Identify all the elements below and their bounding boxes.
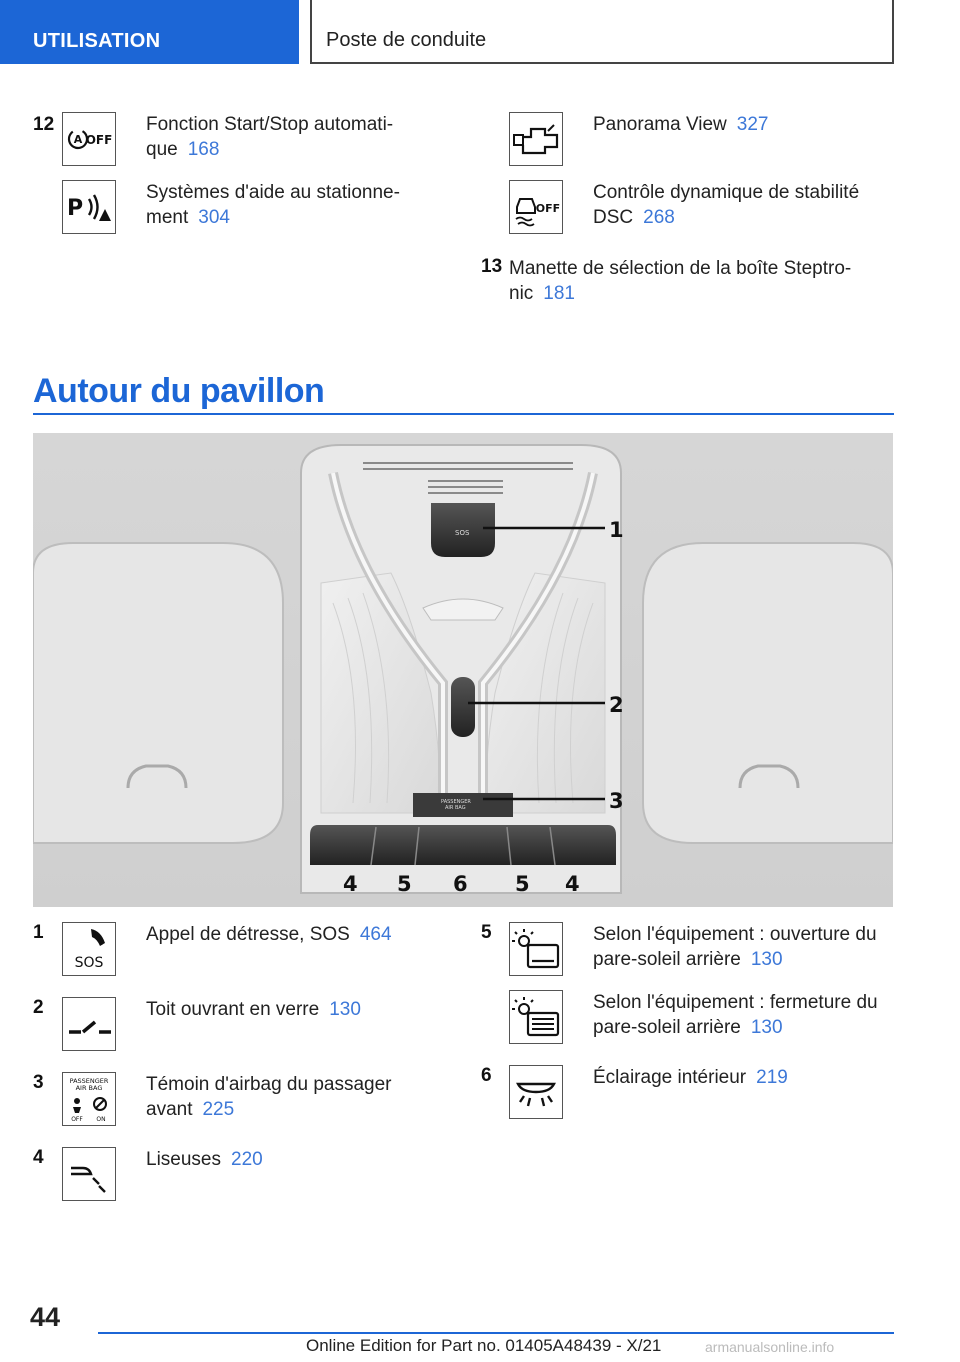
rear-sunblind-close-icon — [509, 990, 563, 1044]
panorama-view-icon — [509, 112, 563, 166]
legend-item-sunroof — [146, 997, 361, 1022]
callout-2: 2 — [609, 693, 624, 717]
page-link[interactable]: 168 — [187, 139, 220, 160]
page-link[interactable]: 181 — [543, 283, 575, 304]
svg-text:AIR BAG: AIR BAG — [75, 1084, 103, 1092]
legend-number: 2 — [33, 997, 44, 1018]
entry-text: Panorama View — [593, 114, 727, 135]
entry-text: pare-soleil arrière — [593, 1017, 741, 1038]
list-item-dsc — [593, 180, 859, 230]
entry-text: pare-soleil arrière — [593, 949, 741, 970]
reading-light-icon — [62, 1147, 116, 1201]
callout-4-left: 4 — [343, 872, 358, 896]
page-link[interactable]: 225 — [202, 1099, 235, 1120]
list-item-parking-assist — [146, 180, 400, 230]
entry-text: Toit ouvrant en verre — [146, 999, 320, 1020]
rear-sunblind-open-icon — [509, 922, 563, 976]
entry-text: Fonction Start/Stop automati- — [146, 114, 394, 135]
sunroof-switch[interactable] — [451, 677, 475, 737]
legend-item-sunblind-close — [593, 990, 878, 1040]
sos-call-icon — [62, 922, 116, 976]
item-number-13: 13 — [481, 256, 503, 277]
legend-number: 4 — [33, 1147, 44, 1168]
entry-text: que — [146, 139, 178, 160]
section-header — [310, 0, 894, 64]
callout-5-right: 5 — [515, 872, 530, 896]
entry-text: Selon l'équipement : ouverture du — [593, 924, 877, 945]
section-title: Autour du pavillon — [33, 372, 325, 410]
entry-text: DSC — [593, 207, 634, 228]
legend-item-sos — [146, 922, 392, 947]
page-link[interactable]: 219 — [756, 1067, 788, 1088]
svg-text:P: P — [67, 196, 84, 221]
callout-3: 3 — [609, 789, 624, 813]
entry-text: Manette de sélection de la boîte Steptro- — [509, 258, 852, 279]
legend-item-airbag — [146, 1072, 392, 1122]
svg-text:SOS: SOS — [74, 955, 104, 971]
entry-text: Témoin d'airbag du passager — [146, 1074, 392, 1095]
chapter-tab[interactable] — [0, 0, 299, 64]
svg-text:AIR BAG: AIR BAG — [445, 805, 466, 811]
page-link[interactable]: 268 — [643, 207, 675, 228]
svg-text:SOS: SOS — [455, 529, 470, 537]
legend-item-interior-light — [593, 1065, 788, 1090]
svg-text:ON: ON — [96, 1116, 106, 1123]
legend-item-sunblind-open — [593, 922, 877, 972]
entry-text: Liseuses — [146, 1149, 221, 1170]
callout-6: 6 — [453, 872, 468, 896]
park-distance-control-icon — [62, 180, 116, 234]
edition-note: Online Edition for Part no. 01405A48439 - X/21 — [306, 1336, 662, 1355]
legend-number: 6 — [481, 1065, 492, 1086]
svg-text:PASSENGER: PASSENGER — [69, 1077, 109, 1085]
page-link[interactable]: 220 — [231, 1149, 263, 1170]
svg-text:A: A — [73, 133, 83, 146]
light-button-row[interactable] — [310, 825, 616, 865]
section-header-label: Poste de conduite — [326, 29, 487, 51]
passenger-airbag-indicator-icon — [62, 1072, 116, 1126]
page-link[interactable]: 464 — [359, 924, 392, 945]
roof-console-illustration — [33, 433, 893, 907]
entry-text: Selon l'équipement : fermeture du — [593, 992, 878, 1013]
list-item-auto-start-stop — [146, 112, 393, 162]
page-link[interactable]: 130 — [750, 949, 783, 970]
entry-text: avant — [146, 1099, 193, 1120]
legend-number: 3 — [33, 1072, 44, 1093]
list-item-steptronic — [509, 256, 851, 306]
page-link[interactable]: 130 — [329, 999, 361, 1020]
entry-text: Appel de détresse, SOS — [146, 924, 350, 945]
callout-1: 1 — [609, 518, 624, 542]
interior-light-icon — [509, 1065, 563, 1119]
glass-sunroof-icon — [62, 997, 116, 1051]
auto-start-stop-off-icon — [62, 112, 116, 166]
item-number-12: 12 — [33, 114, 55, 135]
svg-text:OFF: OFF — [85, 133, 113, 147]
svg-text:OFF: OFF — [535, 202, 561, 215]
entry-text: Contrôle dynamique de stabilité — [593, 182, 860, 203]
page-link[interactable]: 130 — [750, 1017, 783, 1038]
entry-text: ment — [146, 207, 189, 228]
page-number: 44 — [30, 1302, 61, 1332]
list-item-panorama-view — [593, 112, 768, 137]
page-link[interactable]: 304 — [198, 207, 230, 228]
dsc-off-icon — [509, 180, 563, 234]
footer-divider — [98, 1332, 894, 1334]
svg-text:PASSENGER: PASSENGER — [441, 799, 471, 805]
legend-number: 1 — [33, 922, 44, 943]
watermark: armanualsonline.info — [705, 1339, 835, 1355]
chapter-tab-label: UTILISATION — [33, 30, 161, 52]
callout-4-right: 4 — [565, 872, 580, 896]
section-divider — [33, 413, 894, 415]
entry-text: nic — [509, 283, 534, 304]
callout-5-left: 5 — [397, 872, 412, 896]
svg-text:OFF: OFF — [71, 1116, 83, 1123]
entry-text: Systèmes d'aide au stationne- — [146, 182, 400, 203]
entry-text: Éclairage intérieur — [593, 1067, 747, 1088]
legend-number: 5 — [481, 922, 492, 943]
legend-item-reading-lights — [146, 1147, 263, 1172]
page-link[interactable]: 327 — [736, 114, 769, 135]
